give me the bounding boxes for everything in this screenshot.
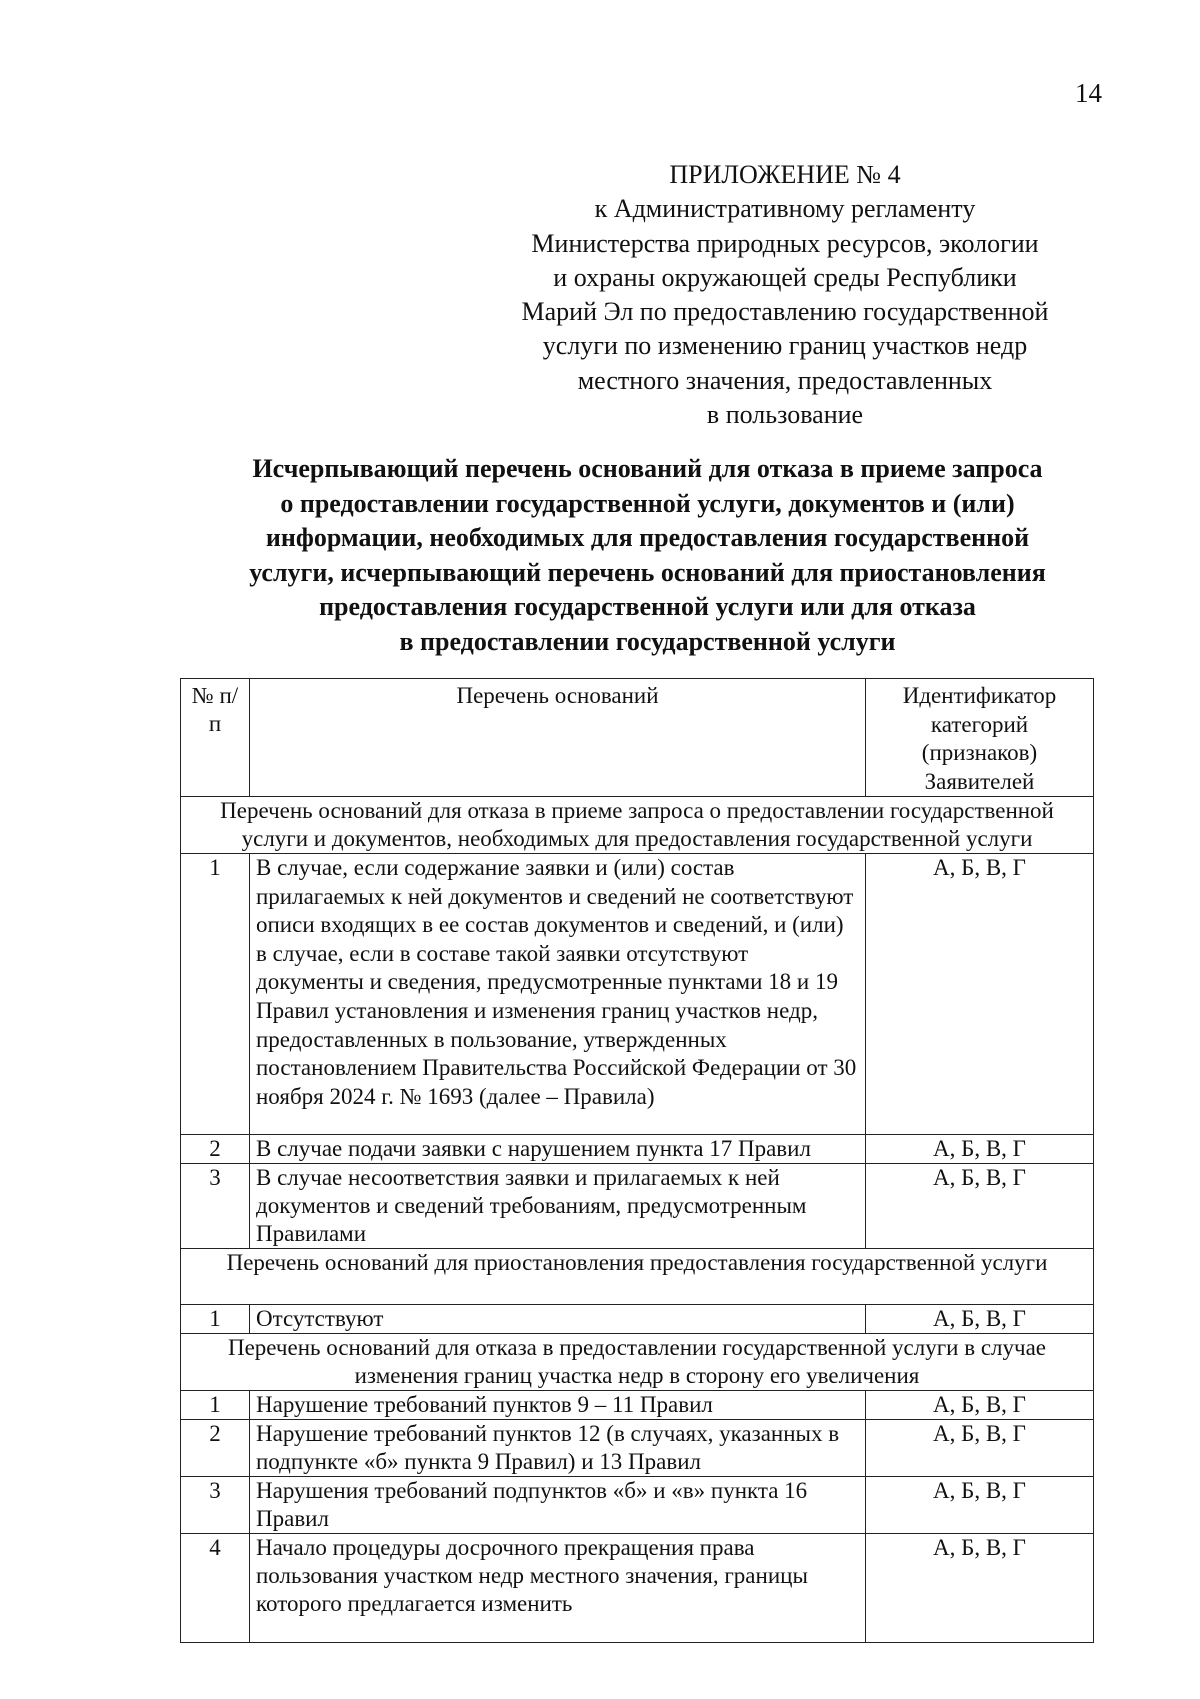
- header-grounds-cell: Перечень оснований: [250, 679, 866, 797]
- row-category: А, Б, В, Г: [866, 1420, 1094, 1477]
- row-num: 3: [181, 1164, 250, 1249]
- table-row: [181, 854, 1094, 1135]
- row-text: В случае, если содержание заявки и (или) состав прилагаемых к ней документов и сведений не соответствуют описи входящих в ее состав документов и сведений, и (или) в случае, если в составе такой заявки отсутствуют документы и сведения, предусмотренные пунктами 18 и 19 Правил установления и изменения границ участков недр, предоставленных в пользование, утвержденных постановлением Правительства Российской Федерации от 30 ноября 2024 г. № 1693 (далее – Правила): [250, 854, 866, 1135]
- grounds-table: [180, 678, 1094, 1643]
- appendix-line: Марий Эл по предоставлению государственной: [521, 297, 1049, 327]
- table-row: [181, 1477, 1094, 1534]
- header-num-cell: № п/п: [181, 679, 250, 797]
- page-number: 14: [1075, 78, 1102, 108]
- row-num: 3: [181, 1477, 250, 1534]
- row-text: В случае несоответствия заявки и прилагаемых к ней документов и сведений требованиям, предусмотренным Правилами: [250, 1164, 866, 1249]
- row-category: А, Б, В, Г: [866, 1135, 1094, 1164]
- appendix-line: в пользование: [706, 400, 864, 430]
- table-row: [181, 1420, 1094, 1477]
- appendix-line: Министерства природных ресурсов, экологии: [531, 228, 1039, 258]
- title-line: информации, необходимых для предоставления государственной: [265, 523, 1030, 553]
- row-text: Нарушение требований пунктов 12 (в случаях, указанных в подпункте «б» пункта 9 Правил) и 13 Правил: [250, 1420, 866, 1477]
- row-category: А, Б, В, Г: [866, 1477, 1094, 1534]
- row-num: 4: [181, 1534, 250, 1643]
- row-num: 1: [181, 1305, 250, 1334]
- appendix-line: услуги по изменению границ участков недр: [542, 331, 1028, 361]
- title-line: услуги, исчерпывающий перечень оснований для приостановления: [249, 557, 1046, 587]
- row-category: А, Б, В, Г: [866, 1305, 1094, 1334]
- document-title: [195, 452, 1100, 660]
- row-text: Начало процедуры досрочного прекращения права пользования участком недр местного значения, границы которого предлагается изменить: [250, 1534, 866, 1643]
- title-line: предоставления государственной услуги или для отказа: [319, 592, 976, 622]
- appendix-line: к Административному регламенту: [594, 194, 976, 224]
- section-row: [181, 1334, 1094, 1391]
- section-title: Перечень оснований для приостановления предоставления государственной услуги: [181, 1249, 1094, 1305]
- row-text: Нарушения требований подпунктов «б» и «в» пункта 16 Правил: [250, 1477, 866, 1534]
- table-row: [181, 1135, 1094, 1164]
- header-category-cell: Идентификатор категорий (признаков) Заявителей: [866, 679, 1094, 797]
- table-row: [181, 1534, 1094, 1643]
- title-line: Исчерпывающий перечень оснований для отказа в приеме запроса: [252, 454, 1043, 483]
- row-category: А, Б, В, Г: [866, 854, 1094, 1135]
- section-title: Перечень оснований для отказа в предоставлении государственной услуги в случае изменения границ участка недр в сторону его увеличения: [181, 1334, 1094, 1391]
- section-row: [181, 1249, 1094, 1305]
- title-line: о предоставлении государственной услуги, документов и (или): [280, 488, 1015, 518]
- appendix-line: ПРИЛОЖЕНИЕ № 4: [669, 160, 901, 189]
- row-text: Нарушение требований пунктов 9 – 11 Правил: [250, 1391, 866, 1420]
- table-row: [181, 1305, 1094, 1334]
- row-num: 2: [181, 1420, 250, 1477]
- title-line: в предоставлении государственной услуги: [399, 626, 896, 656]
- row-num: 1: [181, 854, 250, 1135]
- row-num: 2: [181, 1135, 250, 1164]
- row-category: А, Б, В, Г: [866, 1391, 1094, 1420]
- table-row: [181, 1391, 1094, 1420]
- row-text: В случае подачи заявки с нарушением пункта 17 Правил: [250, 1135, 866, 1164]
- row-category: А, Б, В, Г: [866, 1164, 1094, 1249]
- row-text: Отсутствуют: [250, 1305, 866, 1334]
- appendix-header: [490, 158, 1080, 432]
- appendix-line: и охраны окружающей среды Республики: [553, 262, 1017, 292]
- appendix-line: местного значения, предоставленных: [577, 365, 993, 395]
- row-category: А, Б, В, Г: [866, 1534, 1094, 1643]
- table-header-row: [181, 679, 1094, 797]
- section-row: [181, 797, 1094, 854]
- table-row: [181, 1164, 1094, 1249]
- row-num: 1: [181, 1391, 250, 1420]
- section-title: Перечень оснований для отказа в приеме запроса о предоставлении государственной услуги и документов, необходимых для предоставления государственной услуги: [181, 797, 1094, 854]
